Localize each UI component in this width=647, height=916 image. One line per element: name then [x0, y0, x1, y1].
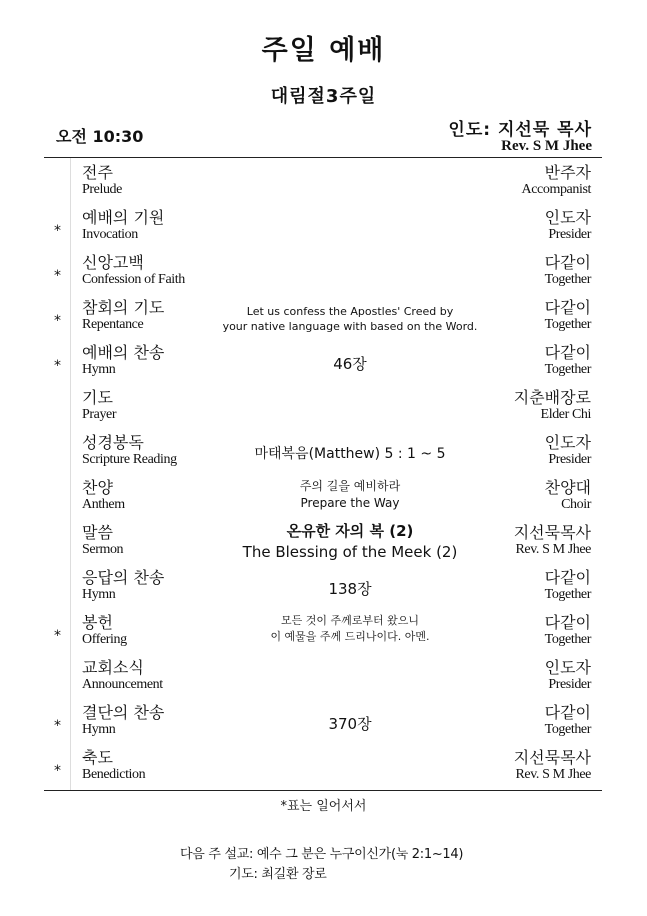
item-english: Hymn	[82, 362, 116, 377]
anthem-title	[200, 478, 500, 512]
standing-mark: *	[54, 268, 61, 284]
role-korean: 다같이	[544, 343, 591, 362]
item-korean: 참회의 기도	[82, 298, 165, 317]
offering-line-1: 모든 것이 주께로부터 왔으니	[280, 614, 419, 627]
item-english: Repentance	[82, 317, 144, 332]
role-korean: 다같이	[544, 298, 591, 317]
role-english: Rev. S M Jhee	[515, 767, 591, 782]
standing-mark: *	[54, 763, 61, 779]
item-korean: 찬양	[82, 478, 113, 497]
next-week-prayer: 기도: 최길환 장로	[229, 867, 327, 882]
order-row-prayer	[0, 388, 647, 433]
item-english: Anthem	[82, 497, 125, 512]
role-english: Choir	[561, 497, 591, 512]
item-english: Confession of Faith	[82, 272, 185, 287]
role-english: Rev. S M Jhee	[515, 542, 591, 557]
hymn-number: 138장	[328, 580, 372, 598]
order-row-hymn-response	[0, 568, 647, 613]
order-row-hymn-decision	[0, 703, 647, 748]
leader-korean: 인도: 지선묵 목사	[448, 120, 592, 140]
service-title: 주일 예배	[261, 35, 386, 66]
role-korean: 다같이	[544, 568, 591, 587]
role-english: Together	[544, 317, 591, 332]
sermon-title-korean: 온유한 자의 복 (2)	[286, 522, 414, 540]
hymn-number: 46장	[333, 355, 367, 373]
item-english: Hymn	[82, 587, 116, 602]
item-korean: 기도	[82, 388, 113, 407]
role-korean: 인도자	[544, 658, 591, 677]
item-english: Offering	[82, 632, 127, 647]
sermon-title-english: The Blessing of the Meek (2)	[242, 543, 458, 561]
order-row-anthem	[0, 478, 647, 523]
item-korean: 예배의 기원	[82, 208, 165, 227]
role-english: Presider	[548, 677, 591, 692]
role-english: Elder Chi	[540, 407, 591, 422]
role-english: Accompanist	[521, 182, 591, 197]
standing-mark: *	[54, 628, 61, 644]
role-english: Together	[544, 632, 591, 647]
item-english: Announcement	[82, 677, 163, 692]
bottom-divider	[44, 790, 602, 791]
role-korean: 지선묵목사	[513, 523, 591, 542]
order-row-announcement	[0, 658, 647, 703]
item-korean: 신앙고백	[82, 253, 144, 272]
item-korean: 성경봉독	[82, 433, 144, 452]
offering-prayer	[200, 613, 500, 645]
top-divider	[44, 157, 602, 158]
order-row-prelude	[0, 163, 647, 208]
item-korean: 예배의 찬송	[82, 343, 165, 362]
role-korean: 인도자	[544, 208, 591, 227]
anthem-title-korean: 주의 길을 예비하라	[299, 479, 401, 493]
item-korean: 봉헌	[82, 613, 113, 632]
role-korean: 반주자	[544, 163, 591, 182]
next-week-sermon: 다음 주 설교: 예수 그 분은 누구이신가(눅 2:1~14)	[180, 847, 464, 862]
order-row-scripture	[0, 433, 647, 478]
role-korean: 지선묵목사	[513, 748, 591, 767]
role-korean: 다같이	[544, 253, 591, 272]
item-korean: 말씀	[82, 523, 113, 542]
item-english: Benediction	[82, 767, 146, 782]
leader-english: Rev. S M Jhee	[501, 138, 592, 154]
role-korean: 찬양대	[544, 478, 591, 497]
standing-mark: *	[54, 313, 61, 329]
order-row-offering	[0, 613, 647, 658]
creed-line-2: your native language with based on the Word.	[222, 320, 478, 333]
item-korean: 응답의 찬송	[82, 568, 165, 587]
order-row-benediction	[0, 748, 647, 793]
sermon-title	[200, 521, 500, 563]
standing-mark: *	[54, 358, 61, 374]
service-time: 오전 10:30	[56, 127, 144, 146]
item-english: Hymn	[82, 722, 116, 737]
item-korean: 축도	[82, 748, 113, 767]
order-row-confession	[0, 253, 647, 298]
item-korean: 전주	[82, 163, 113, 182]
service-subtitle: 대림절3주일	[270, 86, 377, 107]
standing-note: *표는 일어서서	[280, 799, 367, 814]
standing-mark: *	[54, 718, 61, 734]
role-korean: 인도자	[544, 433, 591, 452]
standing-mark: *	[54, 223, 61, 239]
role-english: Presider	[548, 227, 591, 242]
role-english: Together	[544, 362, 591, 377]
role-english: Presider	[548, 452, 591, 467]
item-english: Sermon	[82, 542, 124, 557]
item-english: Scripture Reading	[82, 452, 177, 467]
anthem-title-english: Prepare the Way	[300, 496, 400, 510]
role-english: Together	[544, 722, 591, 737]
scripture-reference: 마태복음(Matthew) 5 : 1 ~ 5	[254, 446, 446, 462]
order-row-hymn-opening	[0, 343, 647, 388]
hymn-number: 370장	[328, 715, 372, 733]
order-row-sermon	[0, 523, 647, 568]
order-of-worship	[0, 163, 647, 793]
item-korean: 교회소식	[82, 658, 144, 677]
item-english: Prelude	[82, 182, 122, 197]
role-english: Together	[544, 272, 591, 287]
role-korean: 지춘배장로	[513, 388, 591, 407]
role-korean: 다같이	[544, 613, 591, 632]
order-row-repentance	[0, 298, 647, 343]
role-korean: 다같이	[544, 703, 591, 722]
item-english: Prayer	[82, 407, 117, 422]
item-korean: 결단의 찬송	[82, 703, 165, 722]
creed-line-1: Let us confess the Apostles' Creed by	[246, 305, 454, 318]
role-english: Together	[544, 587, 591, 602]
offering-line-2: 이 예물을 주께 드리나이다. 아멘.	[270, 630, 430, 643]
item-english: Invocation	[82, 227, 138, 242]
